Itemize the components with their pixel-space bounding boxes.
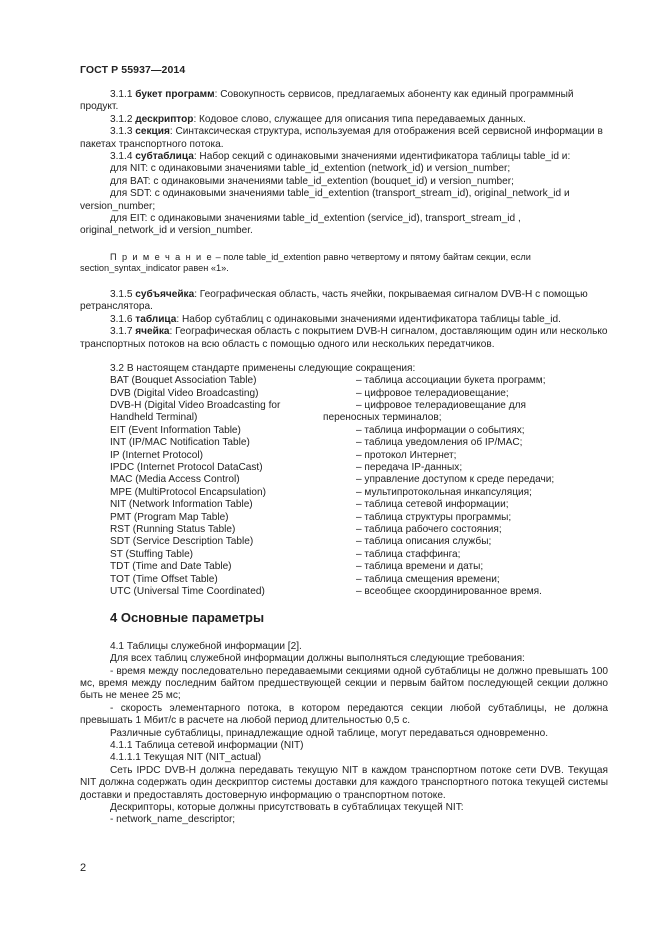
section-heading: 4 Основные параметры	[110, 610, 265, 626]
abbr-row: INT (IP/MAC Notification Table) – таблица уведомления об IP/MAC;	[110, 437, 523, 449]
subtable-item: для BAT: с одинаковыми значениями table_id_extention (bouquet_id) и version_number;	[110, 175, 514, 187]
note: П р и м е ч а н и е – поле table_id_extention равно четвертому и пятому байтам секции, если section_syntax_indicator равен «1».	[80, 251, 531, 274]
subtable-item: для EIT: с одинаковыми значениями table_id_extention (service_id), transport_stream_id , original_network_id и version_number.	[80, 213, 521, 237]
definition: 3.1.4 субтаблица: Набор секций с одинаковыми значениями идентификатора таблицы table_id и:	[110, 151, 571, 163]
abbr-row: MAC (Media Access Control) – управление доступом к среде передачи;	[110, 474, 555, 486]
definition: 3.1.5 субъячейка: Географическая область, часть ячейки, покрываемая сигналом DVB-H с помощью ретранслятора.	[80, 288, 588, 313]
abbr-row: ST (Stuffing Table) – таблица стаффинга;	[110, 548, 461, 560]
standard-header: ГОСТ Р 55937—2014	[80, 64, 186, 76]
paragraph: 4.1 Таблицы служебной информации [2].	[110, 640, 302, 652]
paragraph: Различные субтаблицы, принадлежащие одной таблице, могут передаваться одновременно.	[110, 727, 549, 739]
abbr-row: NIT (Network Information Table) – таблица сетевой информации;	[110, 499, 509, 511]
definition: 3.1.2 дескриптор: Кодовое слово, служащее для описания типа передаваемых данных.	[110, 113, 526, 125]
paragraph: - время между последовательно передаваемыми секциями одной субтаблицы не должно превышать 100 мс, время между последним байтом предшествующей секции и первым байтом последующей секции должно быть не менее 25 мс;	[80, 665, 608, 702]
abbr-row: PMT (Program Map Table) – таблица структуры программы;	[110, 511, 512, 523]
abbr-row: DVB (Digital Video Broadcasting) – цифровое телерадиовещание;	[110, 387, 509, 399]
definition: 3.1.1 букет программ: Совокупность сервисов, предлагаемых абоненту как единый программный продукт.	[80, 89, 574, 113]
definition: 3.1.6 таблица: Набор субтаблиц с одинаковыми значениями идентификатора таблицы table_id.	[110, 313, 561, 325]
abbr-row: BAT (Bouquet Association Table) – таблица ассоциации букета программ;	[110, 375, 546, 387]
document-body	[80, 89, 608, 827]
abbr-row: TOT (Time Offset Table) – таблица смещения времени;	[110, 573, 500, 585]
paragraph: 4.1.1.1 Текущая NIT (NIT_actual)	[110, 752, 262, 764]
paragraph: Сеть IPDC DVB-H должна передавать текущую NIT в каждом транспортном потоке сети DVB. Текущая NIT должна содержать один дескриптор системы доставки для каждого транспортного потока текущей системы доставки и предоставлять достоверную информацию о транспортном потоке.	[80, 764, 608, 801]
subtable-item: для NIT: с одинаковыми значениями table_id_extention (network_id) и version_number;	[110, 163, 511, 175]
paragraph: Для всех таблиц служебной информации должны выполняться следующие требования:	[110, 653, 525, 665]
paragraph: - скорость элементарного потока, в котором передаются секции любой субтаблицы, не должна превышать 1 Мбит/с в расчете на любой период длительностью 0,5 с.	[80, 702, 608, 727]
abbr-row: MPE (MultiProtocol Encapsulation) – мультипротокольная инкапсуляция;	[110, 486, 532, 498]
definition: 3.1.3 секция: Синтаксическая структура, используемая для отображения всей сервисной информации в пакетах транспортного потока.	[80, 126, 603, 150]
abbr-row: SDT (Service Description Table) – таблица описания службы;	[110, 536, 492, 548]
paragraph: - network_name_descriptor;	[110, 814, 236, 826]
abbr-row: UTC (Universal Time Coordinated) – всеобщее скоординированное время.	[110, 585, 542, 597]
definition: 3.1.7 ячейка: Географическая область с покрытием DVB-H сигналом, доставляющим один или несколько транспортных потоков на всю область с помощью одного или нескольких передатчиков.	[80, 326, 608, 350]
abbr-row: IP (Internet Protocol) – протокол Интернет;	[110, 449, 457, 461]
abbr-row: DVB-H (Digital Video Broadcasting for – цифровое телерадиовещание для	[110, 400, 526, 412]
abbr-row: Handheld Terminal) переносных терминалов;	[110, 412, 442, 424]
abbr-row: EIT (Event Information Table) – таблица информации о событиях;	[110, 424, 525, 436]
paragraph: 4.1.1 Таблица сетевой информации (NIT)	[110, 740, 304, 751]
abbr-row: TDT (Time and Date Table) – таблица времени и даты;	[110, 561, 484, 573]
abbreviations-intro: 3.2 В настоящем стандарте применены следующие сокращения:	[110, 362, 416, 374]
page-number: 2	[80, 862, 87, 874]
abbr-row: RST (Running Status Table) – таблица рабочего состояния;	[110, 524, 502, 535]
abbreviations-list	[80, 363, 608, 598]
paragraph: Дескрипторы, которые должны присутствовать в субтаблицах текущей NIT:	[110, 802, 464, 814]
subtable-item: для SDT: с одинаковыми значениями table_id_extention (transport_stream_id), original_network_id и version_number;	[80, 188, 570, 212]
abbr-row: IPDC (Internet Protocol DataCast) – передача IP-данных;	[110, 462, 463, 474]
